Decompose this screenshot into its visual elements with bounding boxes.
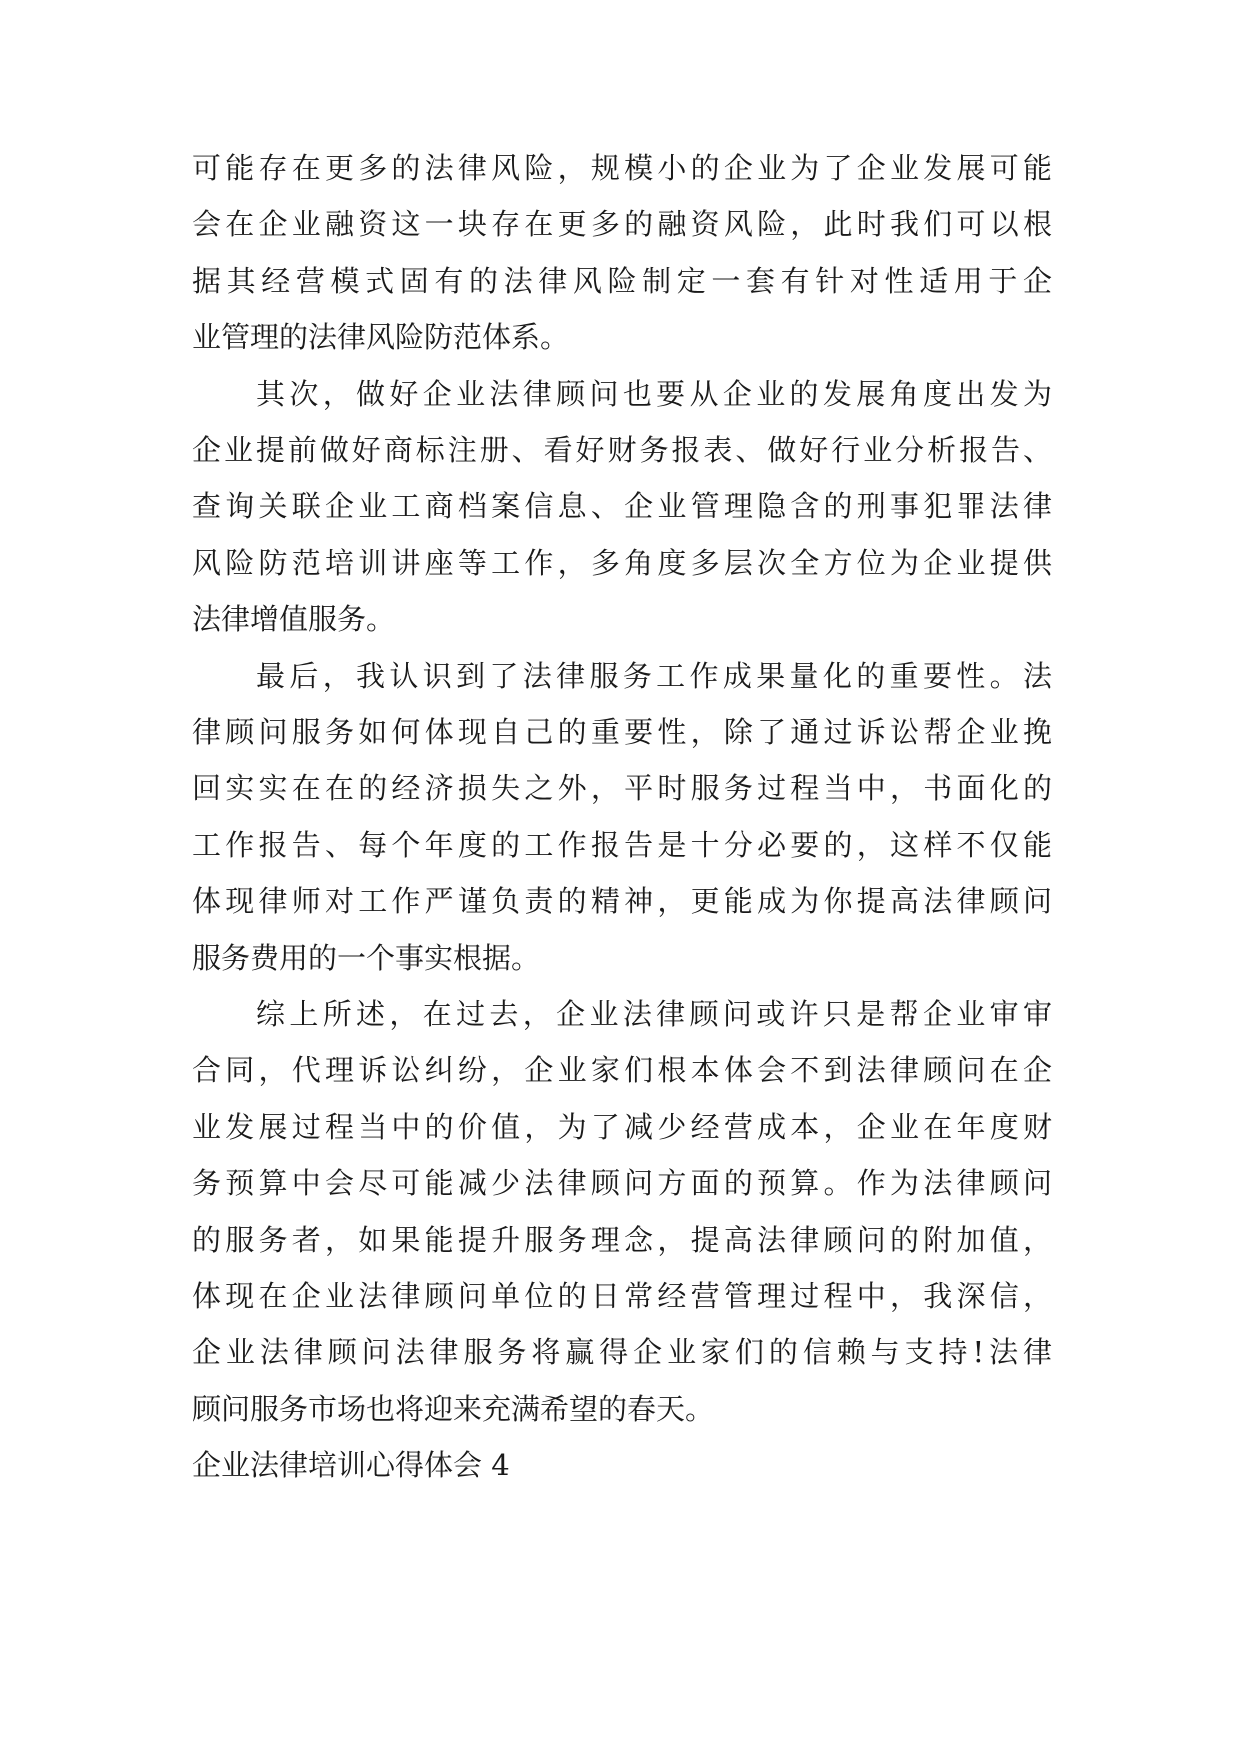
paragraph-1-line-3: 据其经营模式固有的法律风险制定一套有针对性适用于企: [192, 264, 1052, 298]
paragraph-2-line-1: 其次，做好企业法律顾问也要从企业的发展角度出发为: [256, 377, 1052, 411]
section-heading: 企业法律培训心得体会 4: [192, 1448, 510, 1482]
paragraph-4-line-3: 业发展过程当中的价值，为了减少经营成本，企业在年度财: [192, 1110, 1052, 1144]
paragraph-4-line-7: 企业法律顾问法律服务将赢得企业家们的信赖与支持!法律: [192, 1335, 1052, 1369]
paragraph-2-line-2: 企业提前做好商标注册、看好财务报表、做好行业分析报告、: [192, 433, 1052, 467]
paragraph-2-line-3: 查询关联企业工商档案信息、企业管理隐含的刑事犯罪法律: [192, 489, 1052, 523]
paragraph-4-line-5: 的服务者，如果能提升服务理念，提高法律顾问的附加值，: [192, 1223, 1052, 1257]
paragraph-1-line-4: 业管理的法律风险防范体系。: [192, 320, 570, 354]
paragraph-1-line-1: 可能存在更多的法律风险，规模小的企业为了企业发展可能: [192, 151, 1052, 185]
paragraph-3-line-5: 体现律师对工作严谨负责的精神，更能成为你提高法律顾问: [192, 884, 1052, 918]
paragraph-3-line-6: 服务费用的一个事实根据。: [192, 941, 541, 975]
paragraph-3-line-1: 最后，我认识到了法律服务工作成果量化的重要性。法: [256, 659, 1052, 693]
paragraph-4-line-8: 顾问服务市场也将迎来充满希望的春天。: [192, 1392, 715, 1426]
paragraph-1-line-2: 会在企业融资这一块存在更多的融资风险，此时我们可以根: [192, 207, 1052, 241]
paragraph-2-line-4: 风险防范培训讲座等工作，多角度多层次全方位为企业提供: [192, 546, 1052, 580]
paragraph-4-line-4: 务预算中会尽可能减少法律顾问方面的预算。作为法律顾问: [192, 1166, 1052, 1200]
paragraph-2-line-5: 法律增值服务。: [192, 602, 396, 636]
paragraph-4-line-1: 综上所述，在过去，企业法律顾问或许只是帮企业审审: [256, 997, 1052, 1031]
paragraph-3-line-2: 律顾问服务如何体现自己的重要性，除了通过诉讼帮企业挽: [192, 715, 1052, 749]
paragraph-4-line-2: 合同，代理诉讼纠纷，企业家们根本体会不到法律顾问在企: [192, 1053, 1052, 1087]
paragraph-3-line-4: 工作报告、每个年度的工作报告是十分必要的，这样不仅能: [192, 828, 1052, 862]
paragraph-3-line-3: 回实实在在的经济损失之外，平时服务过程当中，书面化的: [192, 771, 1052, 805]
paragraph-4-line-6: 体现在企业法律顾问单位的日常经营管理过程中，我深信，: [192, 1279, 1052, 1313]
